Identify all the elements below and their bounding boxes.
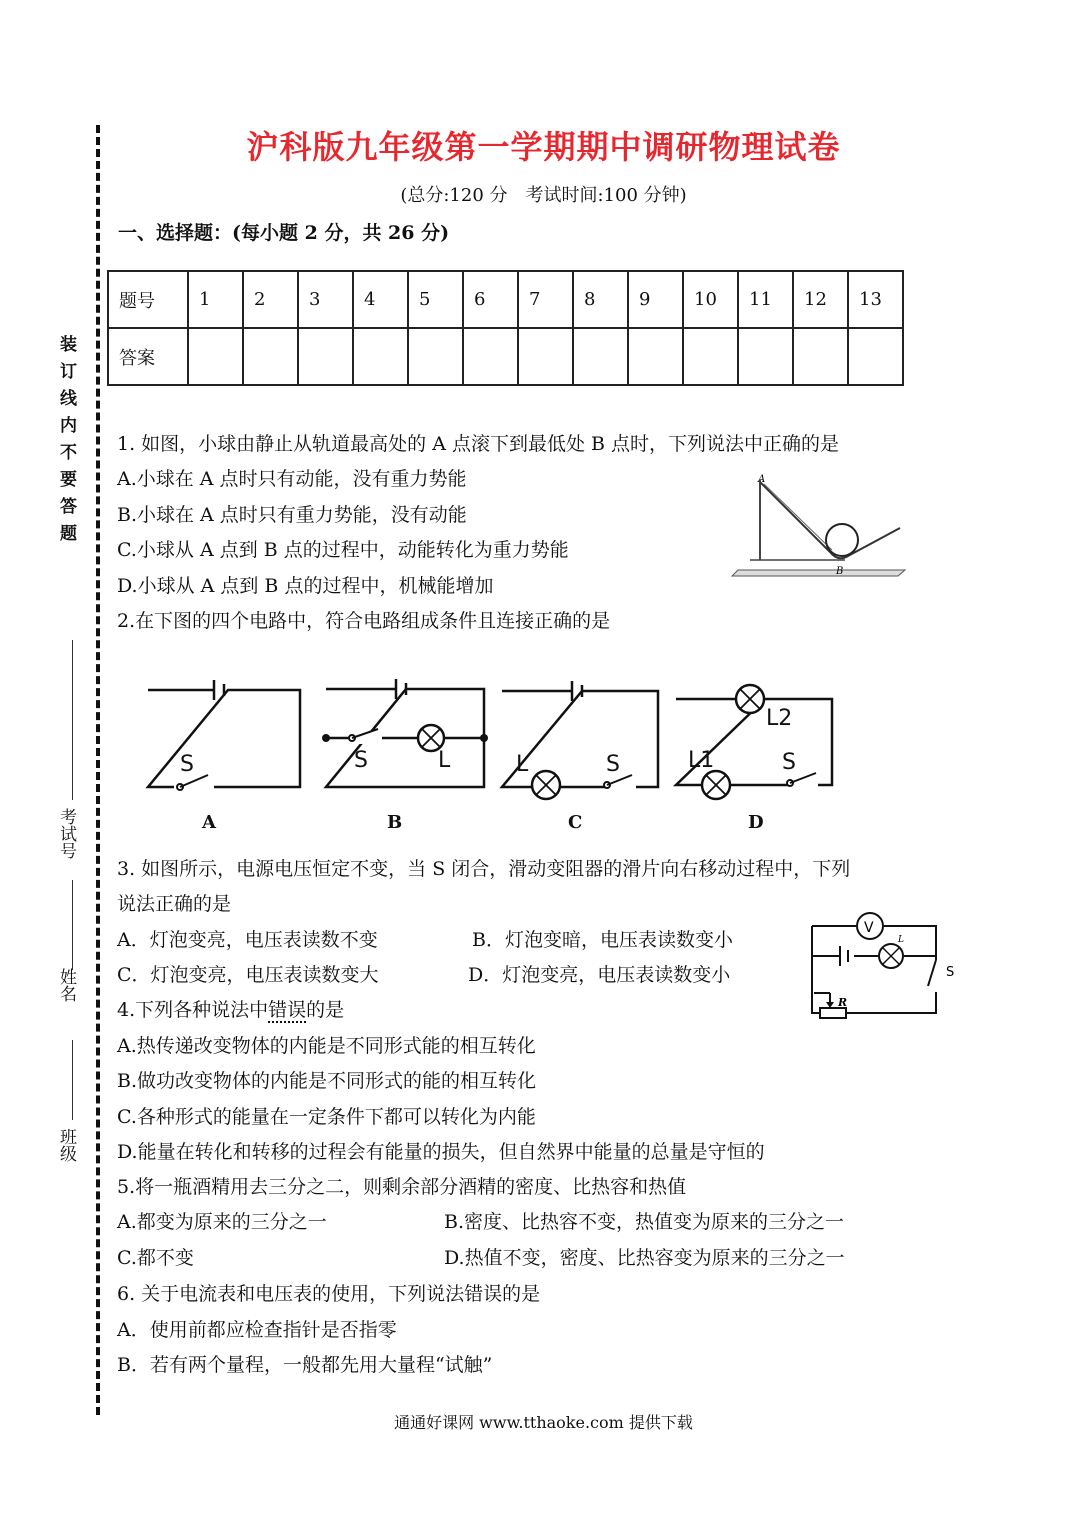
page-footer: 通通好课网 www.tthaoke.com 提供下载 bbox=[394, 1413, 693, 1432]
binding-dashed-line bbox=[96, 125, 100, 1415]
voltmeter-label: V bbox=[864, 920, 874, 936]
answer-cell[interactable] bbox=[573, 328, 628, 385]
label-s-c: S bbox=[606, 752, 620, 777]
answer-cell[interactable] bbox=[463, 328, 518, 385]
q3-option-d: D．灯泡变亮，电压表读数变小 bbox=[468, 964, 731, 986]
q1-option-a: A.小球在 A 点时只有动能，没有重力势能 bbox=[117, 468, 467, 490]
question-number: 7 bbox=[518, 271, 573, 328]
q5-stem: 5.将一瓶酒精用去三分之二，则剩余部分酒精的密度、比热容和热值 bbox=[117, 1176, 687, 1198]
q4-stem-pre: 4.下列各种说法中 bbox=[117, 999, 269, 1021]
question-number: 9 bbox=[628, 271, 683, 328]
circuit-caption-c: C bbox=[568, 812, 583, 833]
point-a-label: A bbox=[758, 474, 766, 485]
q3-option-a: A．灯泡变亮，电压表读数不变 bbox=[117, 929, 378, 951]
row-label: 答案 bbox=[108, 328, 188, 385]
answer-cell[interactable] bbox=[628, 328, 683, 385]
exam-no-line bbox=[72, 640, 73, 800]
label-l2-d: L2 bbox=[766, 706, 793, 731]
binding-notice: 装订线内不要答题 bbox=[56, 335, 76, 551]
switch-label: S bbox=[946, 965, 955, 980]
table-row bbox=[108, 271, 903, 328]
q4-option-d: D.能量在转化和转移的过程会有能量的损失，但自然界中能量的总量是守恒的 bbox=[117, 1141, 765, 1163]
answer-cell[interactable] bbox=[298, 328, 353, 385]
q1-option-b: B.小球在 A 点时只有重力势能，没有动能 bbox=[117, 504, 467, 526]
name-label: 姓名 bbox=[56, 968, 76, 1002]
row-label: 题号 bbox=[108, 271, 188, 328]
q6-option-a: A．使用前都应检查指针是否指零 bbox=[117, 1319, 397, 1341]
q4-option-c: C.各种形式的能量在一定条件下都可以转化为内能 bbox=[117, 1106, 536, 1128]
question-number: 1 bbox=[188, 271, 243, 328]
lamp-label: L bbox=[898, 935, 904, 945]
point-b-label: B bbox=[836, 566, 844, 577]
answer-cell[interactable] bbox=[243, 328, 298, 385]
q5-option-b: B.密度、比热容不变，热值变为原来的三分之一 bbox=[444, 1211, 845, 1233]
question-number: 10 bbox=[683, 271, 738, 328]
q4-emphasis: 错误 bbox=[268, 999, 307, 1021]
q2-circuits-figure bbox=[140, 675, 850, 805]
label-s-b: S bbox=[354, 748, 368, 773]
q2-stem: 2.在下图的四个电路中，符合电路组成条件且连接正确的是 bbox=[117, 610, 611, 632]
answer-cell[interactable] bbox=[188, 328, 243, 385]
q4-option-b: B.做功改变物体的内能是不同形式的能的相互转化 bbox=[117, 1070, 537, 1092]
label-l1-d: L1 bbox=[688, 748, 715, 773]
exam-no-label: 考试号 bbox=[56, 808, 76, 859]
q3-stem-line1: 3. 如图所示，电源电压恒定不变，当 S 闭合，滑动变阻器的滑片向右移动过程中，下列 bbox=[117, 858, 851, 880]
circuit-caption-a: A bbox=[202, 812, 216, 833]
class-line bbox=[72, 1040, 73, 1120]
page-subtitle: (总分:120 分 考试时间:100 分钟) bbox=[400, 185, 687, 206]
q4-stem-post: 的是 bbox=[306, 999, 345, 1021]
table-row bbox=[108, 328, 903, 385]
q3-option-b: B．灯泡变暗，电压表读数变小 bbox=[472, 929, 733, 951]
label-l-c: L bbox=[516, 752, 529, 777]
page-title: 沪科版九年级第一学期期中调研物理试卷 bbox=[246, 128, 841, 166]
label-l-b: L bbox=[438, 748, 451, 773]
q1-stem: 1. 如图，小球由静止从轨道最高处的 A 点滚下到最低处 B 点时，下列说法中正确的是 bbox=[117, 433, 840, 455]
q1-option-c: C.小球从 A 点到 B 点的过程中，动能转化为重力势能 bbox=[117, 539, 569, 561]
q4-option-a: A.热传递改变物体的内能是不同形式能的相互转化 bbox=[117, 1035, 536, 1057]
question-number: 2 bbox=[243, 271, 298, 328]
answer-cell[interactable] bbox=[353, 328, 408, 385]
question-number: 6 bbox=[463, 271, 518, 328]
q3-circuit-figure bbox=[808, 908, 968, 1028]
question-number: 4 bbox=[353, 271, 408, 328]
question-number: 13 bbox=[848, 271, 903, 328]
answer-cell[interactable] bbox=[408, 328, 463, 385]
q5-option-d: D.热值不变，密度、比热容变为原来的三分之一 bbox=[444, 1247, 845, 1269]
question-number: 11 bbox=[738, 271, 793, 328]
class-label: 班级 bbox=[56, 1128, 76, 1162]
q1-track-figure bbox=[730, 470, 910, 580]
question-number: 5 bbox=[408, 271, 463, 328]
circuit-caption-b: B bbox=[387, 812, 403, 833]
answer-cell[interactable] bbox=[848, 328, 903, 385]
section-heading: 一、选择题：(每小题 2 分，共 26 分) bbox=[118, 222, 450, 244]
answer-table bbox=[107, 270, 904, 386]
q3-stem-line2: 说法正确的是 bbox=[117, 893, 232, 915]
label-s-a: S bbox=[180, 752, 194, 777]
q6-option-b: B．若有两个量程，一般都先用大量程“试触” bbox=[117, 1354, 493, 1376]
q5-option-a: A.都变为原来的三分之一 bbox=[117, 1211, 327, 1233]
answer-cell[interactable] bbox=[683, 328, 738, 385]
q6-stem: 6. 关于电流表和电压表的使用，下列说法错误的是 bbox=[117, 1283, 541, 1305]
q3-option-c: C．灯泡变亮，电压表读数变大 bbox=[117, 964, 379, 986]
answer-cell[interactable] bbox=[518, 328, 573, 385]
name-line bbox=[72, 880, 73, 970]
label-s-d: S bbox=[782, 750, 796, 775]
question-number: 3 bbox=[298, 271, 353, 328]
question-number: 12 bbox=[793, 271, 848, 328]
answer-cell[interactable] bbox=[738, 328, 793, 385]
question-number: 8 bbox=[573, 271, 628, 328]
q4-stem bbox=[117, 998, 344, 1022]
q5-option-c: C.都不变 bbox=[117, 1247, 194, 1269]
rheostat-label: R bbox=[838, 996, 848, 1009]
circuit-caption-d: D bbox=[748, 812, 764, 833]
q1-option-d: D.小球从 A 点到 B 点的过程中，机械能增加 bbox=[117, 575, 494, 597]
answer-cell[interactable] bbox=[793, 328, 848, 385]
